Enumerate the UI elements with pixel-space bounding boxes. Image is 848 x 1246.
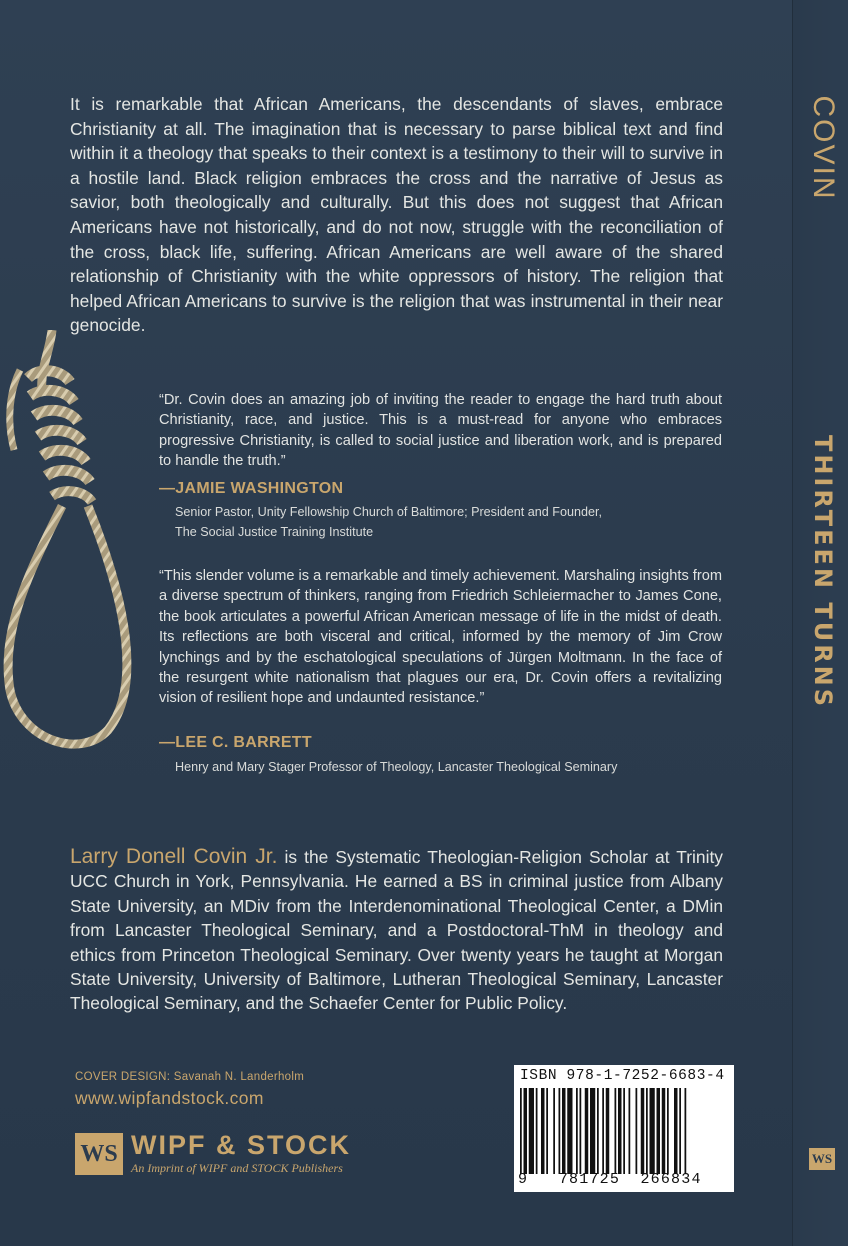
endorsement-quote-2: “This slender volume is a remarkable and timely achievement. Marshaling insights from a diverse spectrum of thinkers, ranging from Friedrich Schleiermacher to James Cone, the book articulates a powerful African American message of life in the midst of death. Its reflections are both visceral and critical, informed by the memory of Jim Crow lynchings and by the eschatological speculations of Jürgen Moltmann. In the face of the resurgent white nationalism that plagues our era, Dr. Covin offers a revitalizing vision of resilient hope and undaunted resistance.” <box>159 568 722 707</box>
endorser-title-1-line-2: The Social Justice Training Institute <box>175 525 374 539</box>
barcode-bar <box>615 1088 617 1174</box>
barcode-bar <box>590 1088 595 1174</box>
spine-publisher-logo: WS <box>809 1148 835 1170</box>
barcode-bar <box>559 1088 561 1174</box>
barcode-bar <box>662 1088 666 1174</box>
barcode-bar <box>623 1088 625 1174</box>
spine-book-title: THIRTEEN TURNS <box>809 434 837 710</box>
barcode-bar <box>597 1088 599 1174</box>
endorser-title-2: Henry and Mary Stager Professor of Theology, Lancaster Theological Seminary <box>175 760 618 774</box>
barcode-bar <box>679 1088 681 1174</box>
barcode-bar <box>576 1088 578 1174</box>
endorser-name-1: —JAMIE WASHINGTON <box>159 480 344 497</box>
endorser-title-1 <box>175 502 602 542</box>
barcode-bar <box>585 1088 589 1174</box>
ean-left-group: 781725 <box>558 1171 621 1188</box>
barcode-bar <box>606 1088 610 1174</box>
barcode-bar <box>524 1088 528 1174</box>
barcode-bars <box>520 1088 728 1174</box>
barcode-bar <box>618 1088 622 1174</box>
publisher-website: www.wipfandstock.com <box>75 1088 264 1108</box>
ean-first-digit: 9 <box>518 1171 529 1188</box>
author-bio <box>70 845 723 1016</box>
isbn-number: ISBN 978-1-7252-6683-4 <box>520 1068 725 1084</box>
publisher-logo-mark: WS <box>75 1133 123 1175</box>
barcode-bar <box>529 1088 534 1174</box>
endorser-name-2: —LEE C. BARRETT <box>159 734 312 751</box>
spine-author-name: COVIN <box>807 95 840 201</box>
barcode-bar <box>685 1088 687 1174</box>
noose-rope-illustration <box>0 330 160 770</box>
barcode-bar <box>657 1088 661 1174</box>
barcode-bar <box>536 1088 538 1174</box>
book-spine <box>792 0 848 1246</box>
barcode-bar <box>567 1088 572 1174</box>
barcode-bar <box>636 1088 638 1174</box>
isbn-barcode <box>514 1065 734 1192</box>
barcode-bar <box>646 1088 648 1174</box>
barcode-bar <box>667 1088 669 1174</box>
barcode-bar <box>580 1088 582 1174</box>
author-name: Larry Donell Covin Jr. <box>70 845 278 868</box>
cover-design-credit: COVER DESIGN: Savanah N. Landerholm <box>75 1071 305 1083</box>
endorsement-quote-1: “Dr. Covin does an amazing job of inviting the reader to engage the hard truth about Christianity, race, and justice. This is a must-read for anyone who embraces progressive Christianity, is called to social justice and liberation work, and is prepared to handle the truth.” <box>159 392 722 470</box>
barcode-bar <box>674 1088 678 1174</box>
publisher-name: WIPF & STOCK <box>131 1130 352 1160</box>
barcode-bar <box>546 1088 548 1174</box>
ean-right-group: 266834 <box>640 1171 702 1188</box>
barcode-bar <box>541 1088 545 1174</box>
barcode-bar <box>602 1088 604 1174</box>
barcode-bar <box>520 1088 522 1174</box>
barcode-bar <box>562 1088 566 1174</box>
barcode-bar <box>553 1088 555 1174</box>
ean-digits <box>518 1171 730 1188</box>
author-bio-text: is the Systematic Theologian-Religion Scholar at Trinity UCC Church in York, Pennsylvania. He earned a BS in criminal justice from Albany State University, an MDiv from the Interdenominational Theological Center, a DMin from Lancaster Theological Seminary, and a Postdoctoral-ThM in theology and ethics from Princeton Theological Seminary. Over twenty years he taught at Morgan State University, University of Baltimore, Lutheran Theological Seminary, Lancaster Theological Seminary, and the Schaefer Center for Public Policy. <box>70 847 723 1014</box>
barcode-bar <box>629 1088 631 1174</box>
endorser-title-1-line-1: Senior Pastor, Unity Fellowship Church of Baltimore; President and Founder, <box>175 505 602 519</box>
publisher-imprint-line: An Imprint of WIPF and STOCK Publishers <box>131 1161 343 1175</box>
barcode-bar <box>650 1088 655 1174</box>
barcode-bar <box>641 1088 645 1174</box>
book-description: It is remarkable that African Americans, the descendants of slaves, embrace Christianity at all. The imagination that is necessary to parse biblical text and find within it a theology that speaks to their context is a testimony to their will to survive in a hostile land. Black religion embraces the cross and the narrative of Jesus as savior, both theologically and culturally. But this does not suggest that African Americans have not historically, and do not now, struggle with the reconciliation of the cross, black life, suffering. African Americans are well aware of the shared relationship of Christianity with the white oppressors of history. The religion that helped African Americans to survive is the religion that was instrumental in their near genocide. <box>70 94 723 336</box>
